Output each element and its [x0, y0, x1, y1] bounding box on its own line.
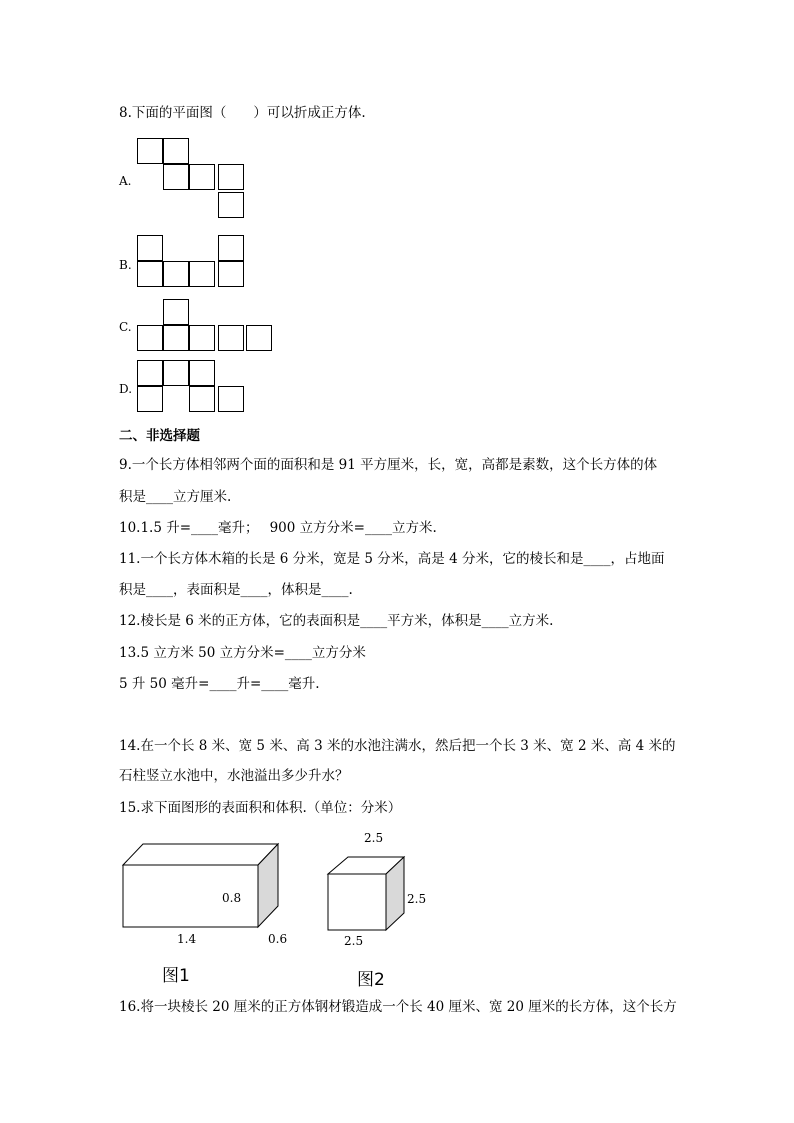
net-d-cell: [218, 386, 244, 412]
net-c-cell: [246, 325, 272, 351]
fig1-length-label: 1.4: [177, 932, 197, 946]
fig2-caption: 图2: [357, 970, 385, 990]
net-c-cell: [163, 325, 189, 351]
net-a-cell: [163, 138, 189, 164]
net-b-cell: [189, 261, 215, 287]
net-a-cell: [218, 164, 244, 190]
net-b-cell: [137, 235, 163, 261]
section-heading: 二、非选择题: [119, 428, 200, 444]
option-c-label: C.: [119, 320, 132, 334]
q12: 12.棱长是 6 米的正方体，它的表面积是____平方米，体积是____立方米.: [119, 613, 554, 629]
fig1-height-label: 0.8: [222, 891, 242, 905]
net-c-cell: [137, 325, 163, 351]
option-a-label: A.: [119, 174, 132, 188]
q16: 16.将一块棱长 20 厘米的正方体钢材锻造成一个长 40 厘米、宽 20 厘米的长方体，这个长方: [119, 999, 677, 1015]
fig1-caption: 图1: [162, 966, 190, 986]
fig1-width-label: 0.6: [268, 932, 288, 946]
net-c-cell: [218, 325, 244, 351]
q10: 10.1.5 升=____毫升； 900 立方分米=____立方米.: [119, 520, 437, 536]
net-a-cell: [137, 138, 163, 164]
net-d-cell: [189, 386, 215, 412]
net-d-cell: [137, 386, 163, 412]
net-d-cell: [137, 360, 163, 386]
net-b-cell: [137, 261, 163, 287]
net-b-cell: [218, 235, 244, 261]
cuboid-figure-1: [115, 835, 295, 935]
q8-stem: 8.下面的平面图（ ）可以折成正方体.: [119, 105, 366, 121]
cube-front-face: [328, 874, 386, 930]
q15-stem: 15.求下面图形的表面积和体积.（单位：分米）: [119, 800, 402, 816]
fig2-bottom-label: 2.5: [344, 934, 364, 948]
net-d-cell: [163, 360, 189, 386]
fig2-right-label: 2.5: [407, 892, 427, 906]
q11-line2: 积是____，表面积是____，体积是____.: [119, 582, 353, 598]
net-a-cell: [218, 192, 244, 218]
net-c-cell: [189, 325, 215, 351]
net-b-cell: [163, 261, 189, 287]
option-b-label: B.: [119, 258, 132, 272]
cube-figure-2: [322, 852, 412, 932]
fig2-top-label: 2.5: [364, 831, 384, 845]
q13-line1: 13.5 立方米 50 立方分米=____立方分米: [119, 645, 366, 661]
net-a-cell: [163, 164, 189, 190]
q14-line1: 14.在一个长 8 米、宽 5 米、高 3 米的水池注满水，然后把一个长 3 米、宽 2 米、高 4 米的: [119, 738, 676, 754]
q9-line2: 积是____立方厘米.: [119, 489, 232, 505]
net-c-cell: [163, 299, 189, 325]
option-d-label: D.: [119, 382, 133, 396]
q11-line1: 11.一个长方体木箱的长是 6 分米，宽是 5 分米，高是 4 分米，它的棱长和是____，占地面: [119, 551, 665, 567]
q9-line1: 9.一个长方体相邻两个面的面积和是 91 平方厘米，长，宽，高都是素数，这个长方体的体: [119, 457, 658, 473]
cuboid-top-face: [123, 844, 278, 865]
net-b-cell: [218, 261, 244, 287]
net-a-cell: [189, 164, 215, 190]
q14-line2: 石柱竖立水池中，水池溢出多少升水？: [119, 768, 349, 784]
net-d-cell: [189, 360, 215, 386]
q13-line2: 5 升 50 毫升=____升=____毫升.: [119, 676, 320, 692]
